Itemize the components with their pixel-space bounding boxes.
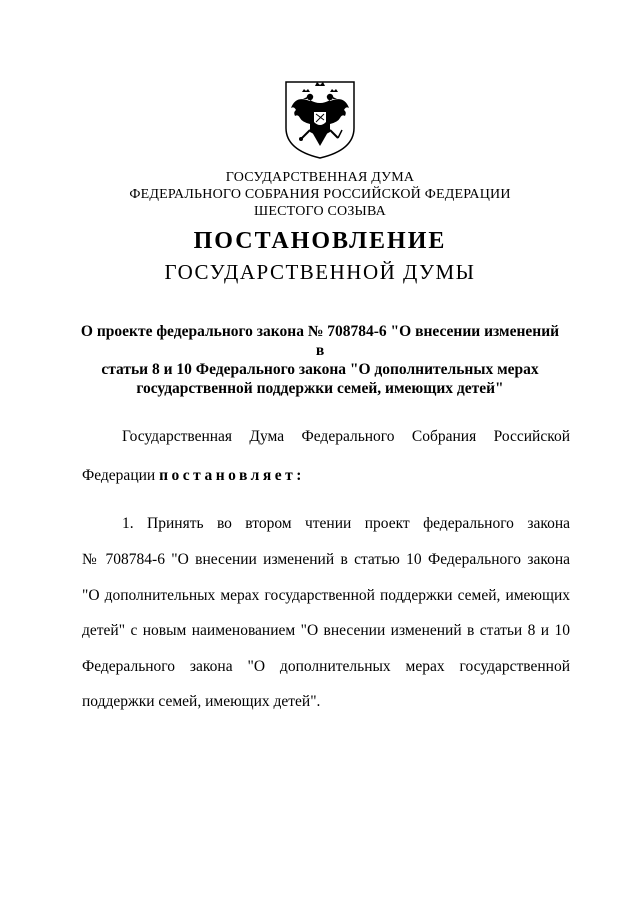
preamble-line bbox=[82, 467, 570, 485]
item-line: "О дополнительных мерах государственной поддержки семей, имеющих bbox=[82, 587, 570, 604]
resolution-subject bbox=[80, 322, 560, 398]
item-line: поддержки семей, имеющих детей". bbox=[82, 693, 321, 710]
preamble-federation: Федерации bbox=[82, 467, 156, 484]
document-title: ПОСТАНОВЛЕНИЕ bbox=[193, 228, 447, 254]
item-line: № 708784-6 "О внесении изменений в статью 10 Федерального закона bbox=[82, 551, 570, 568]
subject-line: государственной поддержки семей, имеющих детей" bbox=[136, 380, 504, 397]
item-line: 1. Принять во втором чтении проект федерального закона bbox=[122, 515, 570, 532]
item-line: детей" с новым наименованием "О внесении изменений в статьи 8 и 10 bbox=[82, 622, 570, 639]
item-line: Федерального закона "О дополнительных мерах государственной bbox=[82, 658, 570, 675]
subject-line: статьи 8 и 10 Федерального закона "О дополнительных мерах bbox=[101, 361, 539, 378]
coat-of-arms-icon bbox=[282, 78, 358, 160]
header-line-convocation: ШЕСТОГО СОЗЫВА bbox=[254, 204, 386, 219]
subject-line: О проекте федерального закона № 708784-6 "О внесении изменений в bbox=[80, 323, 560, 359]
header-line-duma: ГОСУДАРСТВЕННАЯ ДУМА bbox=[225, 170, 415, 185]
preamble-resolves: постановляет: bbox=[159, 467, 305, 484]
document-subtitle: ГОСУДАРСТВЕННОЙ ДУМЫ bbox=[164, 260, 476, 284]
header-line-assembly: ФЕДЕРАЛЬНОГО СОБРАНИЯ РОССИЙСКОЙ ФЕДЕРАЦИИ bbox=[129, 187, 511, 202]
preamble-line: Государственная Дума Федерального Собрания Российской bbox=[122, 428, 570, 445]
